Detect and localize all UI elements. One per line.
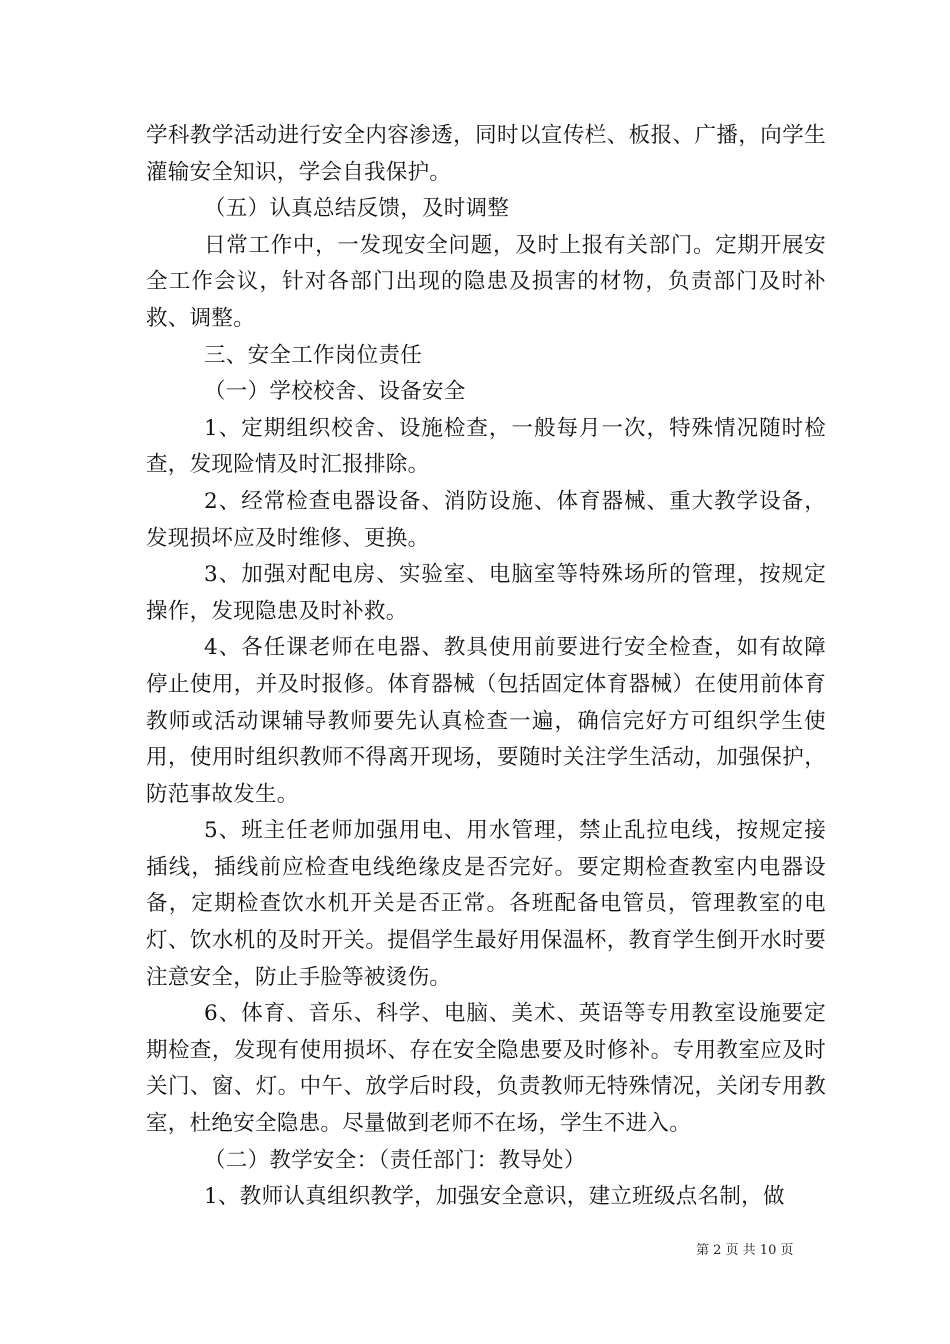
list-item-4: 4、各任课老师在电器、教具使用前要进行安全检查，如有故障停止使用，并及时报修。体育器械（包括固定体育器械）在使用前体育教师或活动课辅导教师要先认真检查一遍，确信完好方可组织学生使用，使用时组织教师不得离开现场，要随时关注学生活动，加强保护，防范事故发生。 [146,635,826,807]
paragraph-continuation: 学科教学活动进行安全内容渗透，同时以宣传栏、板报、广播，向学生灌输安全知识，学会自我保护。 [146,123,826,185]
list-item-1: 1、定期组织校舍、设施检查，一般每月一次，特殊情况随时检查，发现险情及时汇报排除。 [146,415,826,478]
document-body [146,118,826,1216]
list-item-3: 3、加强对配电房、实验室、电脑室等特殊场所的管理，按规定操作，发现隐患及时补救。 [146,562,826,624]
list-item-5: 5、班主任老师加强用电、用水管理，禁止乱拉电线，按规定接插线，插线前应检查电线绝缘皮是否完好。要定期检查教室内电器设备，定期检查饮水机开关是否正常。各班配备电管员，管理教室的电灯、饮水机的及时开关。提倡学生最好用保温杯，教育学生倒开水时要注意安全，防止手脸等被烫伤。 [146,818,826,990]
paragraph-feedback: 日常工作中，一发现安全问题，及时上报有关部门。定期开展安全工作会议，针对各部门出现的隐患及损害的材物，负责部门及时补救、调整。 [146,232,826,331]
page-number-footer: 第 2 页 共 10 页 [696,1243,794,1258]
section-heading-1: （一）学校校舍、设备安全 [204,379,466,405]
list-item-2: 2、经常检查电器设备、消防设施、体育器械、重大教学设备，发现损坏应及时维修、更换。 [146,488,826,551]
section-heading-5: （五）认真总结反馈，及时调整 [204,196,510,222]
chapter-heading-3: 三、安全工作岗位责任 [204,342,423,368]
list-item-teaching-1: 1、教师认真组织教学，加强安全意识，建立班级点名制，做 [204,1184,785,1210]
list-item-6: 6、体育、音乐、科学、电脑、美术、英语等专用教室设施要定期检查，发现有使用损坏、存在安全隐患要及时修补。专用教室应及时关门、窗、灯。中午、放学后时段，负责教师无特殊情况，关闭专用教室，杜绝安全隐患。尽量做到老师不在场，学生不进入。 [146,1001,826,1137]
section-heading-2: （二）教学安全：（责任部门：教导处） [204,1147,586,1173]
